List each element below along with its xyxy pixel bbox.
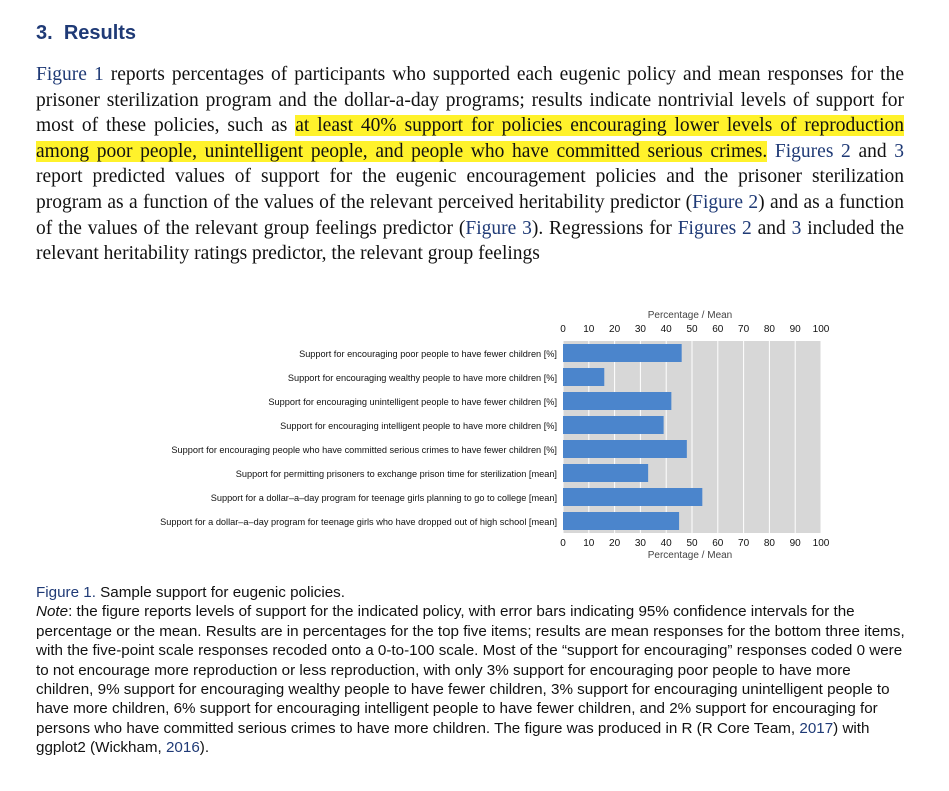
x-tick-label-bottom: 20	[609, 538, 621, 549]
bar	[563, 368, 604, 386]
x-tick-label-bottom: 50	[686, 538, 698, 549]
figure-1-chart	[0, 300, 949, 565]
x-tick-label-top: 30	[634, 324, 646, 335]
bar	[563, 512, 679, 530]
x-axis-title-bottom: Percentage / Mean	[647, 550, 733, 561]
x-tick-label-bottom: 30	[634, 538, 646, 549]
category-label: Support for permitting prisoners to exchange prison time for sterilization [mean]	[235, 469, 557, 479]
category-label: Support for encouraging unintelligent people to have fewer children [%]	[268, 397, 557, 407]
paragraph-text: and	[850, 140, 895, 162]
x-tick-label-top: 10	[583, 324, 595, 335]
figure-2-link[interactable]: Figure 2	[692, 191, 759, 213]
figure-1-link[interactable]: Figure 1	[36, 64, 104, 85]
figures-2-link[interactable]: Figures 2	[774, 140, 851, 162]
category-label: Support for encouraging wealthy people to have more children [%]	[287, 373, 557, 383]
category-label: Support for a dollar–a–day program for teenage girls who have dropped out of high school [mean]	[160, 517, 557, 527]
x-tick-label-top: 50	[686, 324, 698, 335]
paragraph-text	[767, 141, 775, 162]
caption-title-line	[36, 583, 906, 602]
figure-3-link[interactable]: Figure 3	[465, 217, 532, 239]
x-tick-label-bottom: 80	[763, 538, 775, 549]
paragraph-text: ) and as a function of the values of the relevant group feelings predictor (	[36, 191, 904, 239]
caption-note	[36, 602, 906, 757]
bar	[563, 416, 664, 434]
results-paragraph	[36, 62, 904, 267]
x-tick-label-top: 0	[560, 324, 566, 335]
x-tick-label-bottom: 100	[812, 538, 830, 549]
caption-title: Sample support for eugenic policies.	[95, 584, 345, 601]
paragraph-text: included the relevant heritability ratings predictor, the relevant group feelings	[36, 217, 905, 265]
bar	[563, 488, 702, 506]
figure-3-link[interactable]: 3	[791, 217, 802, 239]
x-axis-ticks-bottom	[560, 538, 830, 549]
note-text: ).	[199, 739, 210, 757]
note-text: : the figure reports levels of support for the indicated policy, with error bars indicating 95% confidence intervals for the percentage or the mean. Results are in percentages for the top five items; results are mean responses for the bottom three items, with the five-point scale responses recoded onto a 0-to-100 scale. Most of the “support for encouraging” responses coded 0 were to not encourage more reproduction or less reproduction, with only 3% support for encouraging poor people to have more children, 9% support for encouraging wealthy people to have fewer children, 3% support for encouraging unintelligent people to have more children, 6% support for encouraging intelligent people to have fewer children, and 2% support for encouraging for persons who have committed serious crimes to have more children. The figure was produced in R (R Core Team,	[36, 603, 905, 737]
section-heading	[36, 22, 136, 45]
highlighted-text: at least 40% support for policies encouraging lower levels of reproduction among poor people, unintelligent people, and people who have committed serious crimes.	[36, 115, 905, 162]
section-title: Results	[63, 22, 137, 44]
x-tick-label-top: 70	[738, 324, 750, 335]
note-label: Note	[36, 603, 69, 621]
x-tick-label-top: 60	[712, 324, 724, 335]
category-label: Support for encouraging people who have committed serious crimes to have fewer children [%]	[171, 445, 557, 455]
citation-2016-link[interactable]: 2016	[165, 739, 200, 757]
bar	[563, 344, 682, 362]
caption-figure-label[interactable]: Figure 1.	[36, 584, 96, 601]
category-label: Support for encouraging intelligent people to have more children [%]	[280, 421, 557, 431]
category-label: Support for encouraging poor people to have fewer children [%]	[299, 349, 557, 359]
x-tick-label-top: 20	[609, 324, 621, 335]
x-tick-label-top: 100	[812, 324, 830, 335]
bar	[563, 440, 687, 458]
note-text: ) with ggplot2 (Wickham,	[36, 719, 870, 757]
citation-2017-link[interactable]: 2017	[799, 719, 834, 737]
x-tick-label-bottom: 10	[583, 538, 595, 549]
bar	[563, 392, 671, 410]
category-labels	[160, 349, 557, 527]
paragraph-text: ). Regressions for	[531, 217, 678, 239]
section-number: 3.	[36, 22, 53, 44]
figure-3-link[interactable]: 3	[894, 140, 905, 162]
x-tick-label-bottom: 60	[712, 538, 724, 549]
figure-caption	[36, 583, 906, 758]
x-tick-label-top: 90	[789, 324, 801, 335]
x-tick-label-top: 80	[763, 324, 775, 335]
paragraph-text: reports percentages of participants who supported each eugenic policy and mean responses for the prisoner sterilization program and the dollar-a-day programs; results indicate nontrivial levels of support for most of these policies, such as	[36, 64, 904, 137]
category-label: Support for a dollar–a–day program for teenage girls planning to go to college [mean]	[210, 493, 557, 503]
x-axis-ticks-top	[560, 324, 830, 335]
x-tick-label-bottom: 0	[560, 538, 566, 549]
x-tick-label-bottom: 90	[789, 538, 801, 549]
bar	[563, 464, 648, 482]
x-tick-label-bottom: 70	[738, 538, 750, 549]
x-tick-label-top: 40	[660, 324, 672, 335]
x-axis-title-top: Percentage / Mean	[647, 310, 733, 321]
paragraph-text: report predicted values of support for the eugenic encouragement policies and the prisoner sterilization program as a function of the values of the relevant perceived heritability predictor (	[36, 166, 904, 213]
figures-2-link[interactable]: Figures 2	[677, 217, 752, 239]
paragraph-text: and	[751, 217, 792, 239]
x-tick-label-bottom: 40	[660, 538, 672, 549]
